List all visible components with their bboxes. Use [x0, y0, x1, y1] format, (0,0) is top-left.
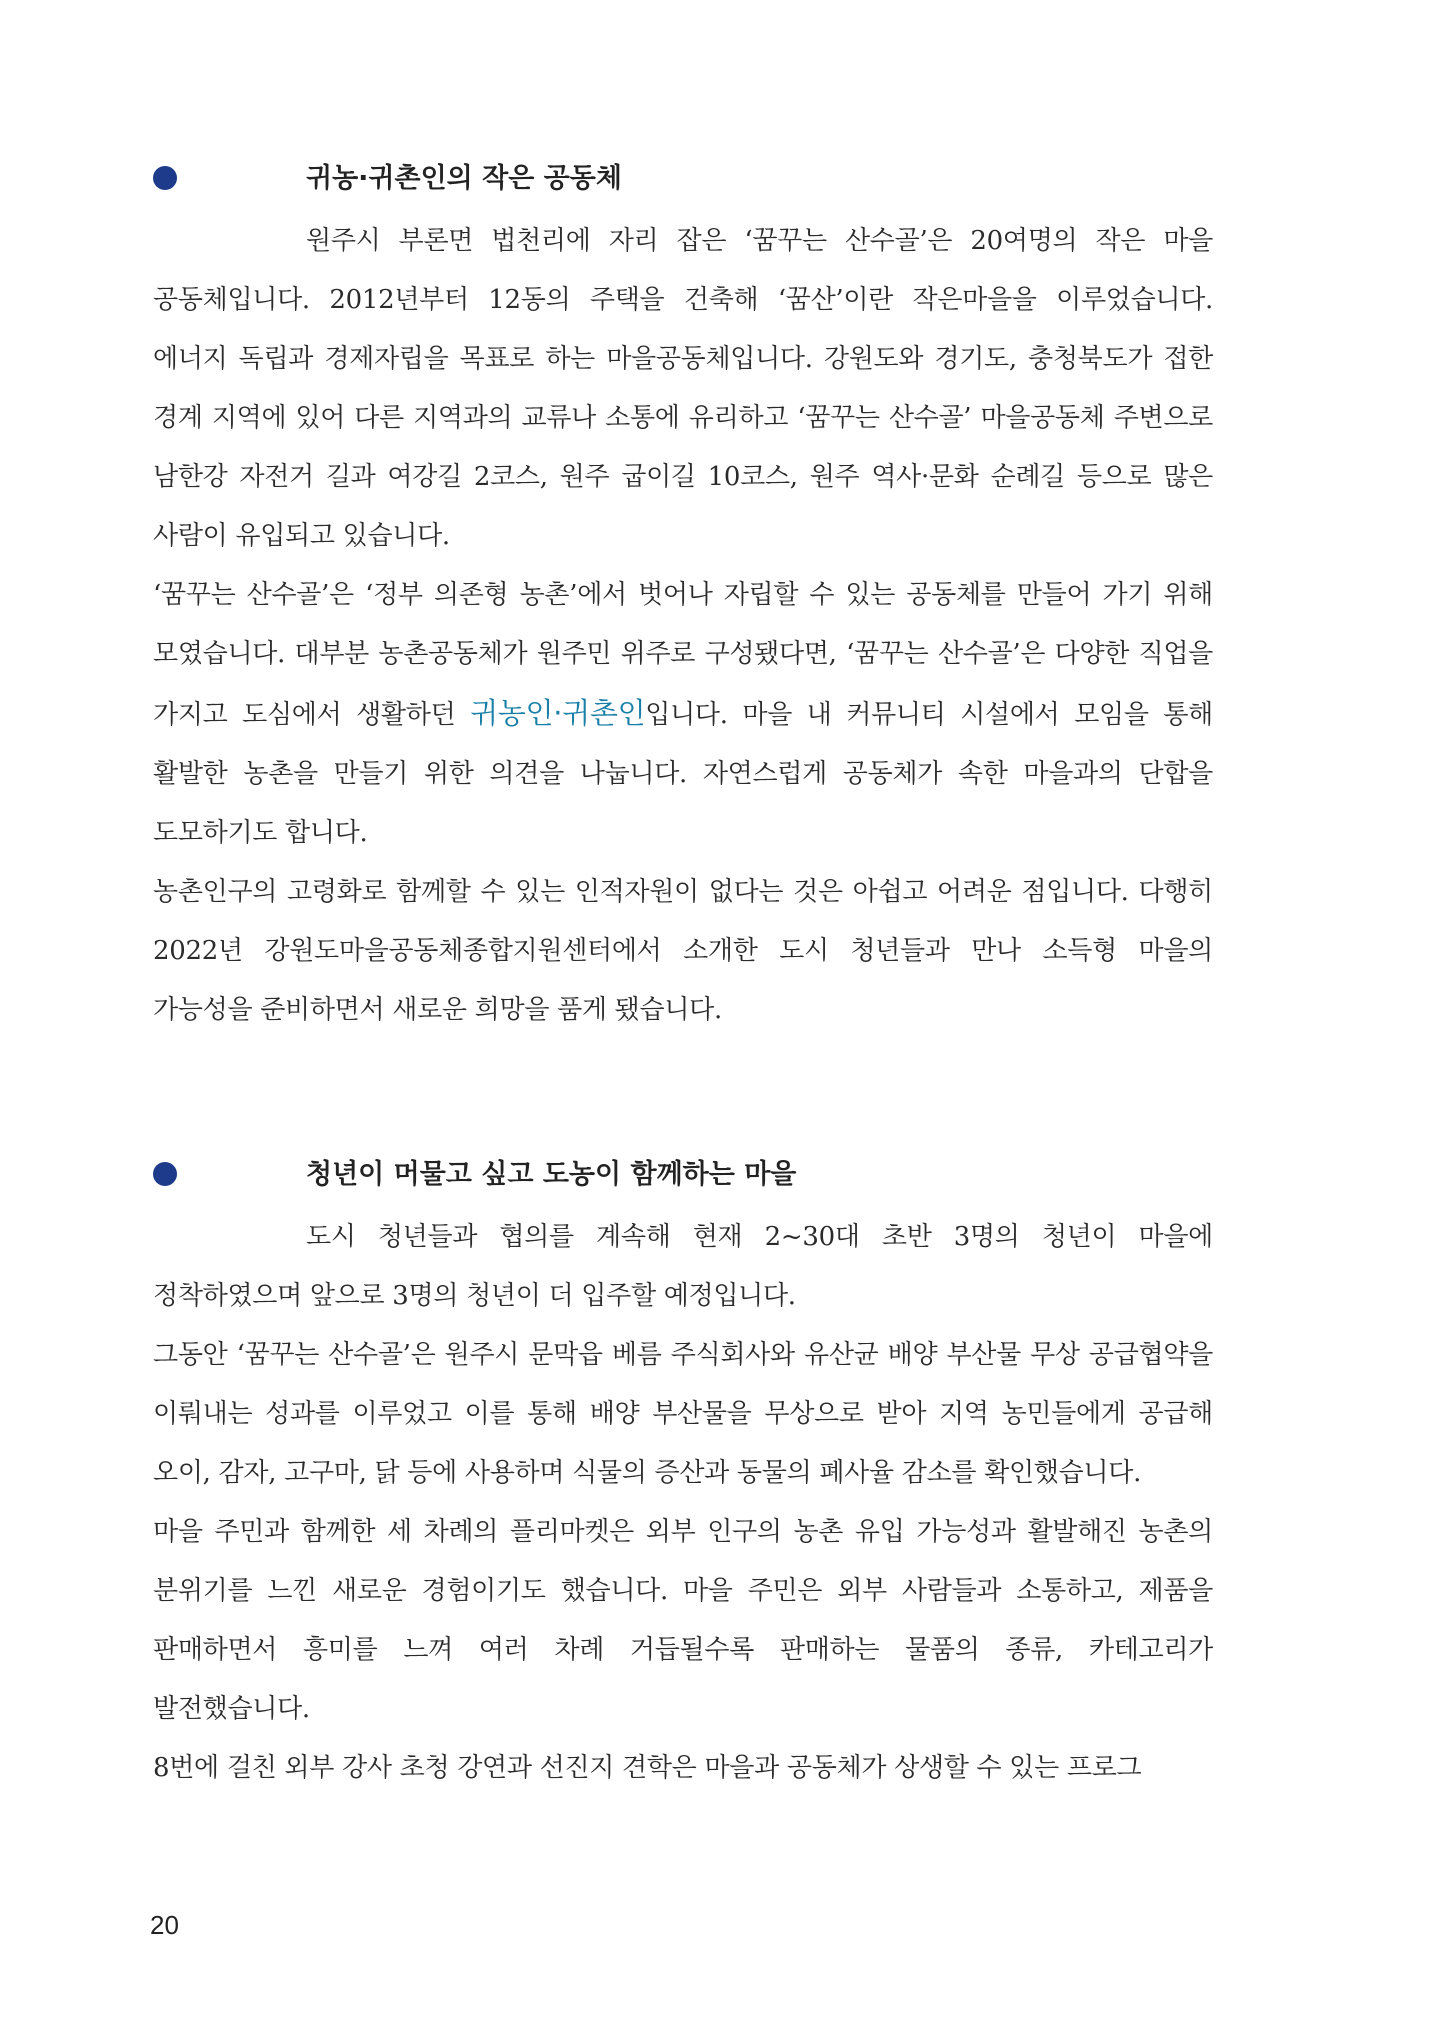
- paragraph: 그동안 ‘꿈꾸는 산수골’은 원주시 문막읍 베름 주식회사와 유산균 배양 부산물 무상 공급협약을 이뤄내는 성과를 이루었고 이를 통해 배양 부산물을 무상으로 받아 지역 농민들에게 공급해 오이, 감자, 고구마, 닭 등에 사용하며 식물의 증산과 동물의 폐사율 감소를 확인했습니다.: [153, 1340, 1213, 1488]
- paragraph: 마을 주민과 함께한 세 차례의 플리마켓은 외부 인구의 농촌 유입 가능성과 활발해진 농촌의 분위기를 느낀 새로운 경험이기도 했습니다. 마을 주민은 외부 사람들과 소통하고, 제품을 판매하면서 흥미를 느껴 여러 차례 거듭될수록 판매하는 물품의 종류, 카테고리가 발전했습니다.: [153, 1517, 1213, 1724]
- section-heading: 귀농·귀촌인의 작은 공동체: [306, 163, 622, 194]
- paragraph: 8번에 걸친 외부 강사 초청 강연과 선진지 견학은 마을과 공동체가 상생할 수 있는 프로그: [153, 1753, 1142, 1783]
- section-rural-community: [153, 152, 1213, 1040]
- section-youth-village: [153, 1148, 1213, 1798]
- section-heading: 청년이 머물고 싶고 도농이 함께하는 마을: [306, 1159, 797, 1190]
- paragraph: ‘꿈꾸는 산수골’은 ‘정부 의존형 농촌’에서 벗어나 자립할 수 있는 공동체를 만들어 가기 위해 모였습니다. 대부분 농촌공동체가 원주민 위주로 구성됐다면, ‘꿈꾸는 산수골’은 다양한 직업을 가지고 도심에서 생활하던 귀농인·귀촌인입니다. 마을 내 커뮤니티 시설에서 모임을 통해 활발한 농촌을 만들기 위한 의견을 나눕니다. 자연스럽게 공동체가 속한 마을과의 단합을 도모하기도 합니다.: [153, 580, 1213, 848]
- paragraph: 농촌인구의 고령화로 함께할 수 있는 인적자원이 없다는 것은 아쉽고 어려운 점입니다. 다행히 2022년 강원도마을공동체종합지원센터에서 소개한 도시 청년들과 만나 소득형 마을의 가능성을 준비하면서 새로운 희망을 품게 됐습니다.: [153, 877, 1213, 1025]
- paragraph: 원주시 부론면 법천리에 자리 잡은 ‘꿈꾸는 산수골’은 20여명의 작은 마을 공동체입니다. 2012년부터 12동의 주택을 건축해 ‘꿈산’이란 작은마을을 이루었습니다. 에너지 독립과 경제자립을 목표로 하는 마을공동체입니다. 강원도와 경기도, 충청북도가 접한 경계 지역에 있어 다른 지역과의 교류나 소통에 유리하고 ‘꿈꾸는 산수골’ 마을공동체 주변으로 남한강 자전거 길과 여강길 2코스, 원주 굽이길 10코스, 원주 역사·문화 순례길 등으로 많은 사람이 유입되고 있습니다.: [153, 226, 1213, 551]
- bullet-icon: [153, 1162, 177, 1186]
- paragraph: 도시 청년들과 협의를 계속해 현재 2~30대 초반 3명의 청년이 마을에 정착하였으며 앞으로 3명의 청년이 더 입주할 예정입니다.: [153, 1222, 1213, 1311]
- bullet-icon: [153, 166, 177, 190]
- section-heading-row: [153, 1148, 1213, 1208]
- highlighted-term: 귀농인·귀촌인: [470, 696, 646, 730]
- section-heading-row: [153, 152, 1213, 212]
- page-number: 20: [150, 1910, 179, 1940]
